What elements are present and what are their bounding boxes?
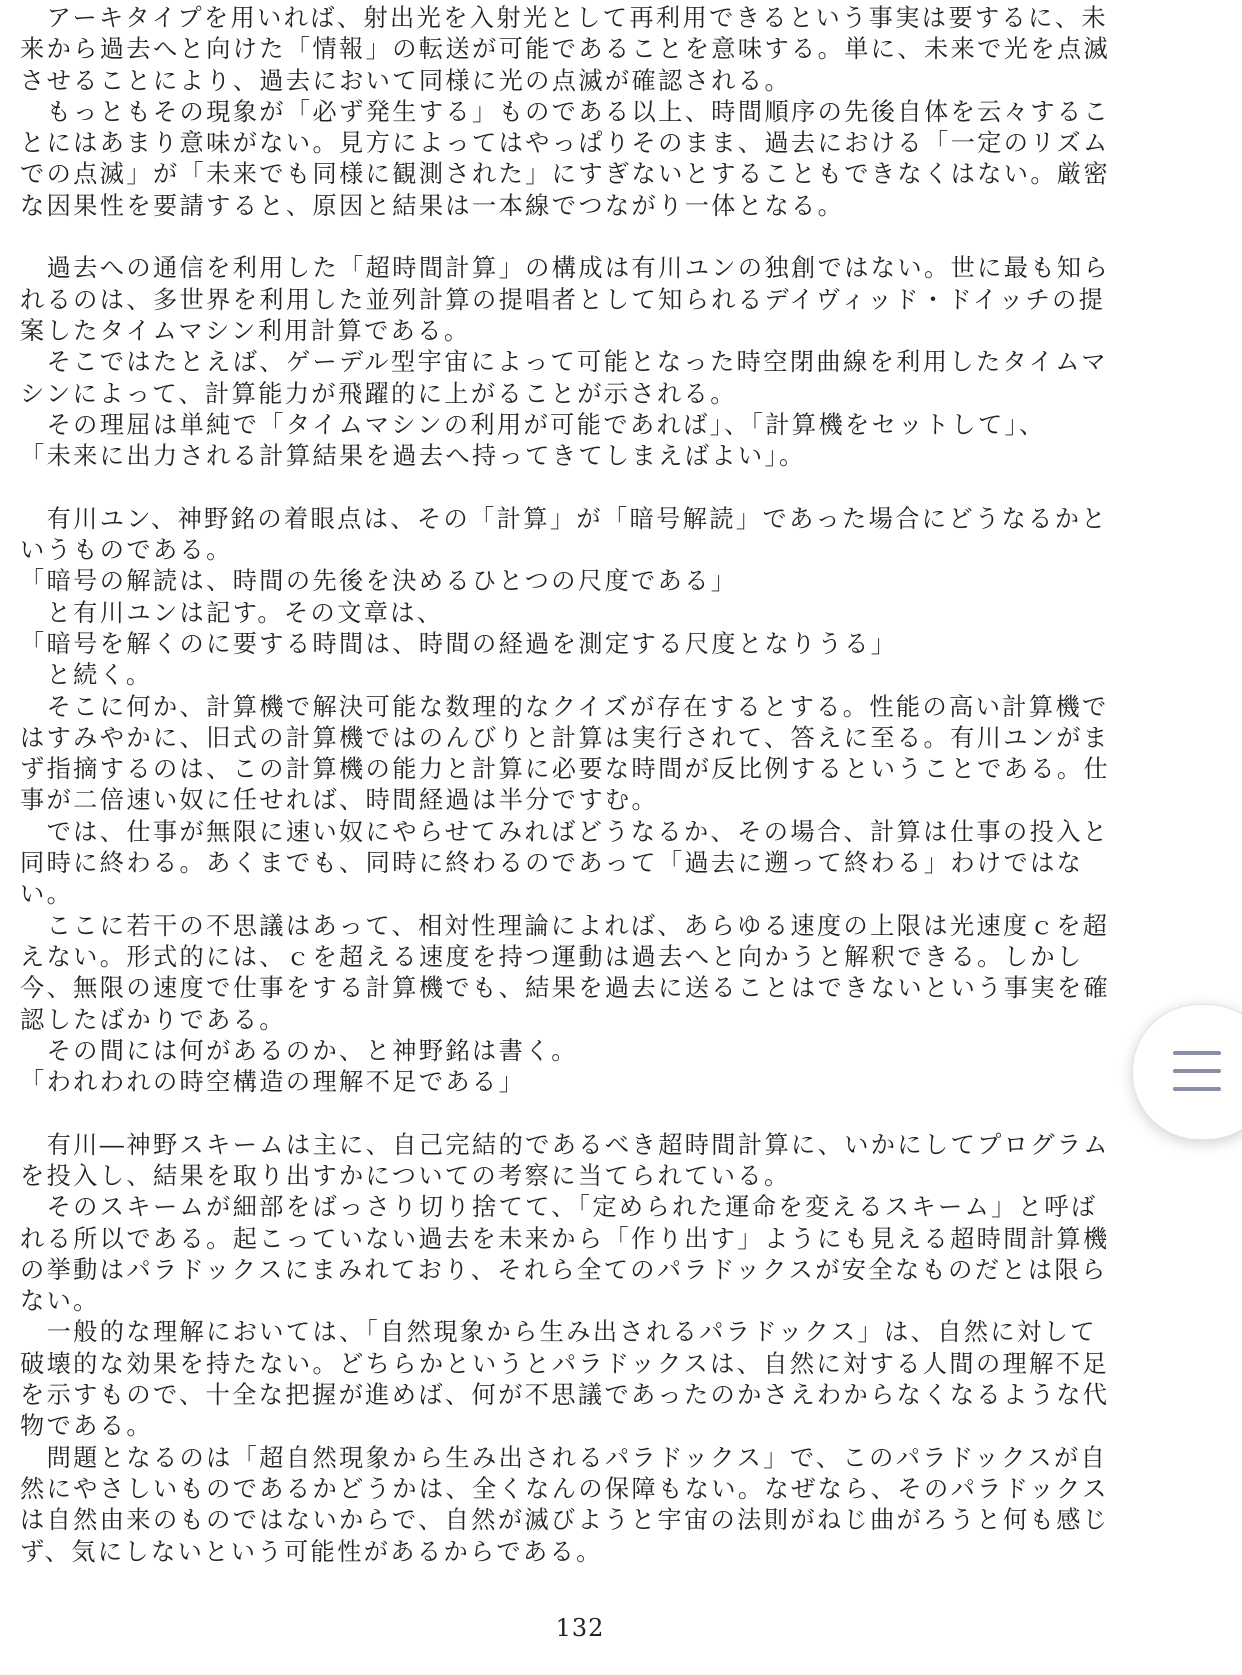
page-body-text xyxy=(20,3,1142,1568)
text-line: 破壊的な効果を持たない。どちらかというとパラドックスは、自然に対する人間の理解不足 xyxy=(20,1349,1109,1378)
text-line: れる所以である。起こっていない過去を未来から「作り出す」ようにも見える超時間計算機 xyxy=(20,1224,1110,1253)
menu-button[interactable] xyxy=(1132,1004,1242,1140)
text-line: 「われわれの時空構造の理解不足である」 xyxy=(20,1068,526,1097)
text-line: 事が二倍速い奴に任せれば、時間経過は半分ですむ。 xyxy=(20,786,659,815)
text-line: 今、無限の速度で仕事をする計算機でも、結果を過去に送ることはできないという事実を確 xyxy=(20,974,1111,1003)
text-line: アーキタイプを用いれば、射出光を入射光として再利用できるという事実は要するに、未 xyxy=(20,4,1108,32)
text-line: はすみやかに、旧式の計算機ではのんびりと計算は実行されて、答えに至る。有川ユンがま xyxy=(20,723,1110,752)
text-line: 「暗号の解読は、時間の先後を決めるひとつの尺度である」 xyxy=(20,567,738,596)
text-line: れるのは、多世界を利用した並列計算の提唱者として知られるデイヴィッド・ドイッチの提 xyxy=(20,285,1106,314)
text-line: 一般的な理解においては、「自然現象から生み出されるパラドックス」は、自然に対して xyxy=(20,1318,1097,1347)
text-line: 問題となるのは「超自然現象から生み出されるパラドックス」で、このパラドックスが自 xyxy=(20,1443,1108,1472)
text-line: での点滅」が「未来でも同様に観測された」にすぎないとすることもできなくはない。厳密 xyxy=(20,160,1111,189)
hamburger-menu-icon xyxy=(1173,1051,1221,1091)
text-line: 過去への通信を利用した「超時間計算」の構成は有川ユンの独創ではない。世に最も知ら xyxy=(20,254,1111,283)
text-line: を示すもので、十全な把握が進めば、何が不思議であったのかさえわからなくなるような代 xyxy=(20,1381,1110,1410)
text-line: ここに若干の不思議はあって、相対性理論によれば、あらゆる速度の上限は光速度ｃを超 xyxy=(20,911,1110,940)
text-line: 認したばかりである。 xyxy=(20,1005,286,1034)
text-line: 「暗号を解くのに要する時間は、時間の経過を測定する尺度となりうる」 xyxy=(20,629,898,658)
text-line: と続く。 xyxy=(20,661,153,690)
text-line: ない。 xyxy=(20,1287,100,1316)
text-line: 有川―神野スキームは主に、自己完結的であるべき超時間計算に、いかにしてプログラム xyxy=(20,1130,1110,1159)
blank-line xyxy=(20,222,1142,253)
text-line: そのスキームが細部をばっさり切り捨てて、「定められた運命を変えるスキーム」と呼ば xyxy=(20,1193,1098,1222)
text-line: 物である。 xyxy=(20,1412,153,1441)
text-line: その理屈は単純で「タイムマシンの利用が可能であれば」、「計算機をセットして」、 xyxy=(20,410,1046,439)
text-line: 同時に終わる。あくまでも、同時に終わるのであって「過去に遡って終わる」わけではな xyxy=(20,849,1084,878)
text-line: ず指摘するのは、この計算機の能力と計算に必要な時間が反比例するということである。仕 xyxy=(20,755,1111,784)
text-line: 来から過去へと向けた「情報」の転送が可能であることを意味する。単に、未来で光を点滅 xyxy=(20,35,1111,64)
text-line: もっともその現象が「必ず発生する」ものである以上、時間順序の先後自体を云々するこ xyxy=(20,97,1111,126)
text-line: とにはあまり意味がない。見方によってはやっぱりそのまま、過去における「一定のリズム xyxy=(20,129,1110,158)
text-line: させることにより、過去において同様に光の点滅が確認される。 xyxy=(20,66,792,95)
page-number: 132 xyxy=(555,1614,605,1642)
text-line: を投入し、結果を取り出すかについての考察に当てられている。 xyxy=(20,1161,791,1190)
text-line: 有川ユン、神野銘の着眼点は、その「計算」が「暗号解読」であった場合にどうなるかと xyxy=(20,504,1108,533)
text-line: そこではたとえば、ゲーデル型宇宙によって可能となった時空閉曲線を利用したタイムマ xyxy=(20,348,1108,377)
text-line: は自然由来のものではないからで、自然が滅びようと宇宙の法則がねじ曲がろうと何も感じ xyxy=(20,1506,1110,1535)
text-line: では、仕事が無限に速い奴にやらせてみればどうなるか、その場合、計算は仕事の投入と xyxy=(20,817,1110,846)
blank-line xyxy=(20,472,1142,503)
text-line: い。 xyxy=(20,880,74,909)
blank-line xyxy=(20,1098,1142,1129)
text-line: えない。形式的には、ｃを超える速度を持つ運動は過去へと向かうと解釈できる。しかし xyxy=(20,942,1084,971)
text-line: そこに何か、計算機で解決可能な数理的なクイズが存在するとする。性能の高い計算機で xyxy=(20,692,1109,721)
text-line: その間には何があるのか、と神野銘は書く。 xyxy=(20,1036,578,1065)
text-line: 「未来に出力される計算結果を過去へ持ってきてしまえばよい」。 xyxy=(20,442,806,471)
text-line: な因果性を要請すると、原因と結果は一本線でつながり一体となる。 xyxy=(20,191,845,220)
text-line: ず、気にしないという可能性があるからである。 xyxy=(20,1537,603,1566)
text-line: シンによって、計算能力が飛躍的に上がることが示される。 xyxy=(20,379,737,408)
text-line: 案したタイムマシン利用計算である。 xyxy=(20,316,471,345)
text-line: と有川ユンは記す。その文章は、 xyxy=(20,598,444,627)
text-line: いうものである。 xyxy=(20,536,233,565)
text-line: の挙動はパラドックスにまみれており、それら全てのパラドックスが安全なものだとは限ら xyxy=(20,1255,1108,1284)
text-line: 然にやさしいものであるかどうかは、全くなんの保障もない。なぜなら、そのパラドックス xyxy=(20,1474,1109,1503)
